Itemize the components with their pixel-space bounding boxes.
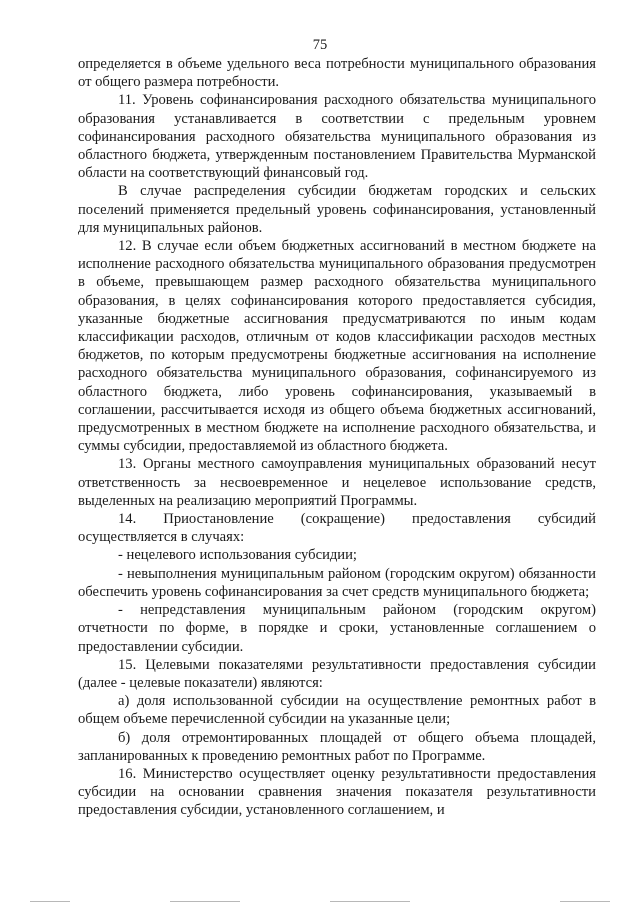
- paragraph-continuation: определяется в объеме удельного веса потребности муниципального образования от общего размера потребности.: [78, 56, 596, 91]
- list-item-b: б) доля отремонтированных площадей от общего объема площадей, запланированных к проведению ремонтных работ по Программе.: [78, 729, 596, 764]
- paragraph-11: 11. Уровень софинансирования расходного обязательства муниципального образования устанавливается в соответствии с предельным уровнем софинансирования расходного обязательства муниципального образования из областного бюджета, утвержденным постановлением Правительства Мурманской области на соответствующий финансовый год.: [78, 92, 596, 182]
- scan-bottom-edge: [0, 898, 640, 905]
- paragraph-14: 14. Приостановление (сокращение) предоставления субсидий осуществляется в случаях:: [78, 511, 596, 546]
- paragraph-11-settlements: В случае распределения субсидии бюджетам городских и сельских поселений применяется предельный уровень софинансирования, установленный для муниципальных районов.: [78, 183, 596, 236]
- list-item-misuse: - нецелевого использования субсидии;: [118, 547, 357, 564]
- paragraph-16: 16. Министерство осуществляет оценку результативности предоставления субсидии на основании сравнения значения показателя результативности предоставления субсидии, установленного соглашением, и: [78, 765, 596, 819]
- list-item-a: а) доля использованной субсидии на осуществление ремонтных работ в общем объеме перечисленной субсидии на указанные цели;: [78, 693, 596, 728]
- scan-mark: [330, 901, 410, 902]
- paragraph-12: 12. В случае если объем бюджетных ассигнований в местном бюджете на исполнение расходного обязательства муниципального образования предусмотрен в объеме, превышающем размер расходного обязательства муниципального образования, в целях софинансирования которого предоставляется субсидия, указанные бюджетные ассигнования предусматриваются по иным кодам классификации расходов, отличным от кодов классификации расходов местных бюджетов, по которым предусмотрены бюджетные ассигнования на исполнение расходного обязательства муниципального образования, софинансируемого из областного бюджета, либо уровень софинансирования, указываемый в соглашении, рассчитывается исходя из общего объема бюджетных ассигнований, предусмотренных в местном бюджете на исполнение расходного обязательства, и суммы субсидии, предоставляемой из областного бюджета.: [78, 238, 596, 455]
- paragraph-15: 15. Целевыми показателями результативности предоставления субсидии (далее - целевые показатели) являются:: [78, 656, 596, 691]
- scan-mark: [560, 901, 610, 902]
- page-number: 75: [312, 37, 328, 53]
- scan-mark: [170, 901, 240, 902]
- list-item-cofinancing: - невыполнения муниципальным районом (городским округом) обязанности обеспечить уровень софинансирования за счет средств муниципального бюджета;: [78, 565, 596, 600]
- list-item-reporting: - непредставления муниципальным районом (городским округом) отчетности по форме, в порядке и сроки, установленные соглашением о предоставлении субсидии.: [78, 602, 596, 655]
- scan-mark: [30, 901, 70, 902]
- paragraph-13: 13. Органы местного самоуправления муниципальных образований несут ответственность за несвоевременное и нецелевое использование средств, выделенных на реализацию мероприятий Программы.: [78, 456, 596, 509]
- document-body: [78, 55, 596, 820]
